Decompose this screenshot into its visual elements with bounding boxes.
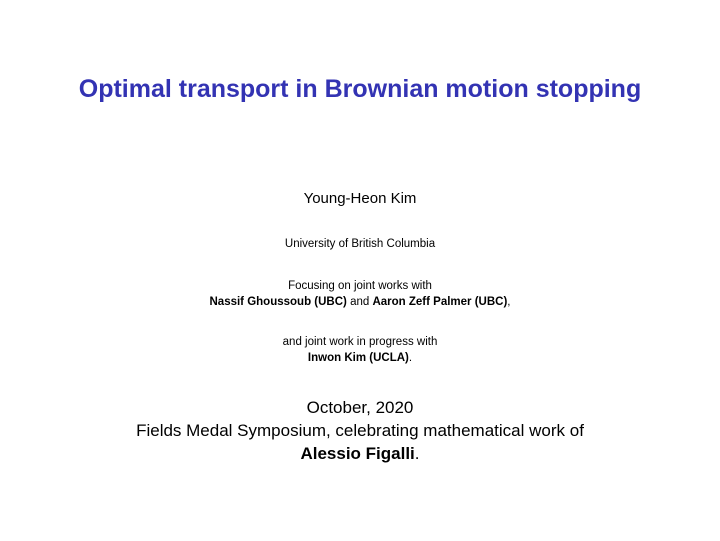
work-in-progress-trailing: . <box>408 352 413 364</box>
honoree-trailing: . <box>414 444 420 463</box>
collaborator-palmer: Aaron Zeff Palmer (UBC) <box>372 296 508 308</box>
event-description: Fields Medal Symposium, celebrating mathematical work of <box>136 421 584 440</box>
joint-works-conjunction: and <box>350 296 370 308</box>
date-event-block <box>0 396 720 465</box>
joint-works-trailing: , <box>507 296 511 308</box>
joint-works-collaborators <box>0 294 720 310</box>
talk-date: October, 2020 <box>306 398 414 417</box>
collaborator-ghoussoub: Nassif Ghoussoub (UBC) <box>209 296 347 308</box>
work-in-progress-intro: and joint work in progress with <box>282 336 438 348</box>
slide-title: Optimal transport in Brownian motion stopping <box>78 75 642 103</box>
work-in-progress-block <box>0 334 720 366</box>
author-name: Young-Heon Kim <box>303 190 417 207</box>
joint-works-block <box>0 278 720 310</box>
honoree-name: Alessio Figalli <box>300 444 415 463</box>
work-in-progress-collaborator-line <box>0 350 720 366</box>
honoree-line <box>0 442 720 465</box>
institute: University of British Columbia <box>284 238 436 250</box>
joint-works-intro: Focusing on joint works with <box>288 280 432 292</box>
collaborator-inwon-kim: Inwon Kim (UCLA) <box>307 352 409 364</box>
